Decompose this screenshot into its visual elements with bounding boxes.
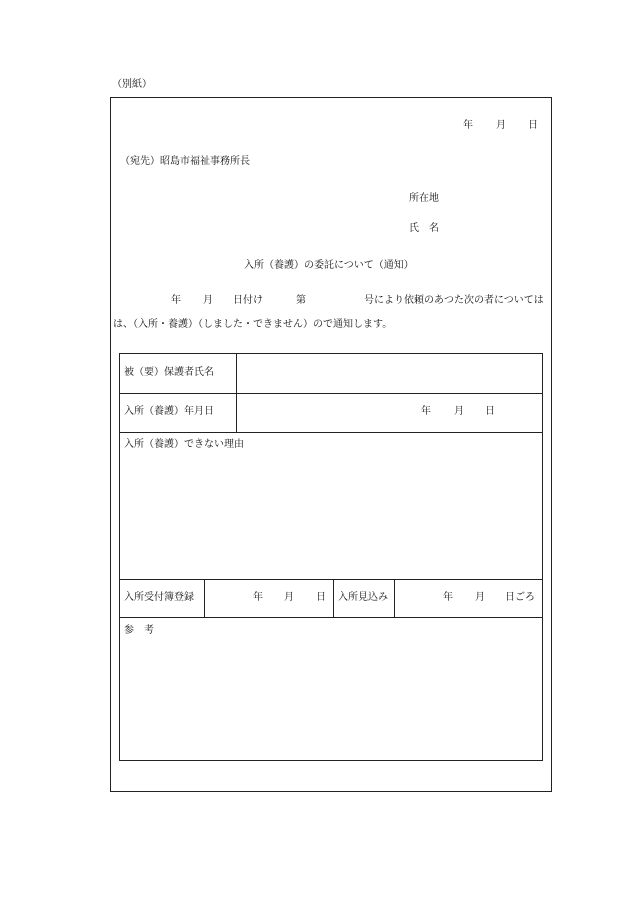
body-date-suffix: 日付け <box>233 295 263 306</box>
name-label: 氏 名 <box>409 223 439 234</box>
remarks-label: 参 考 <box>124 625 154 636</box>
attachment-label: （別紙） <box>112 79 152 90</box>
body-number-prefix: 第 <box>296 295 306 306</box>
register-day-unit: 日 <box>316 592 326 603</box>
table-divider <box>236 353 237 433</box>
table-divider <box>394 579 395 618</box>
table-divider <box>333 579 334 618</box>
document-title: 入所（養護）の委託について（通知） <box>244 260 414 271</box>
body-line1-rest: 号により依頼のあつた次の者については <box>364 295 544 306</box>
admission-month-unit: 月 <box>454 406 464 417</box>
table-divider <box>119 579 543 580</box>
body-month-unit: 月 <box>203 295 213 306</box>
expected-day-unit: 日ごろ <box>505 592 535 603</box>
reason-label: 入所（養護）できない理由 <box>124 439 244 450</box>
date-month-unit: 月 <box>496 120 506 131</box>
date-year-unit: 年 <box>463 120 473 131</box>
admission-year-unit: 年 <box>421 406 431 417</box>
body-year-unit: 年 <box>171 295 181 306</box>
expected-month-unit: 月 <box>475 592 485 603</box>
date-day-unit: 日 <box>528 120 538 131</box>
addressee: （宛先）昭島市福祉事務所長 <box>120 156 250 167</box>
protected-person-label: 被（要）保護者氏名 <box>124 367 214 378</box>
admission-date-label: 入所（養護）年月日 <box>124 406 214 417</box>
expected-label: 入所見込み <box>338 592 388 603</box>
table-divider <box>119 432 543 433</box>
table-divider <box>119 393 543 394</box>
register-label: 入所受付簿登録 <box>124 592 194 603</box>
admission-day-unit: 日 <box>485 406 495 417</box>
table-divider <box>119 617 543 618</box>
register-year-unit: 年 <box>253 592 263 603</box>
expected-year-unit: 年 <box>443 592 453 603</box>
body-line2: は、（入所・養護）（しました・できません）ので通知します。 <box>113 319 393 330</box>
register-month-unit: 月 <box>284 592 294 603</box>
table-divider <box>204 579 205 618</box>
location-label: 所在地 <box>409 193 439 204</box>
